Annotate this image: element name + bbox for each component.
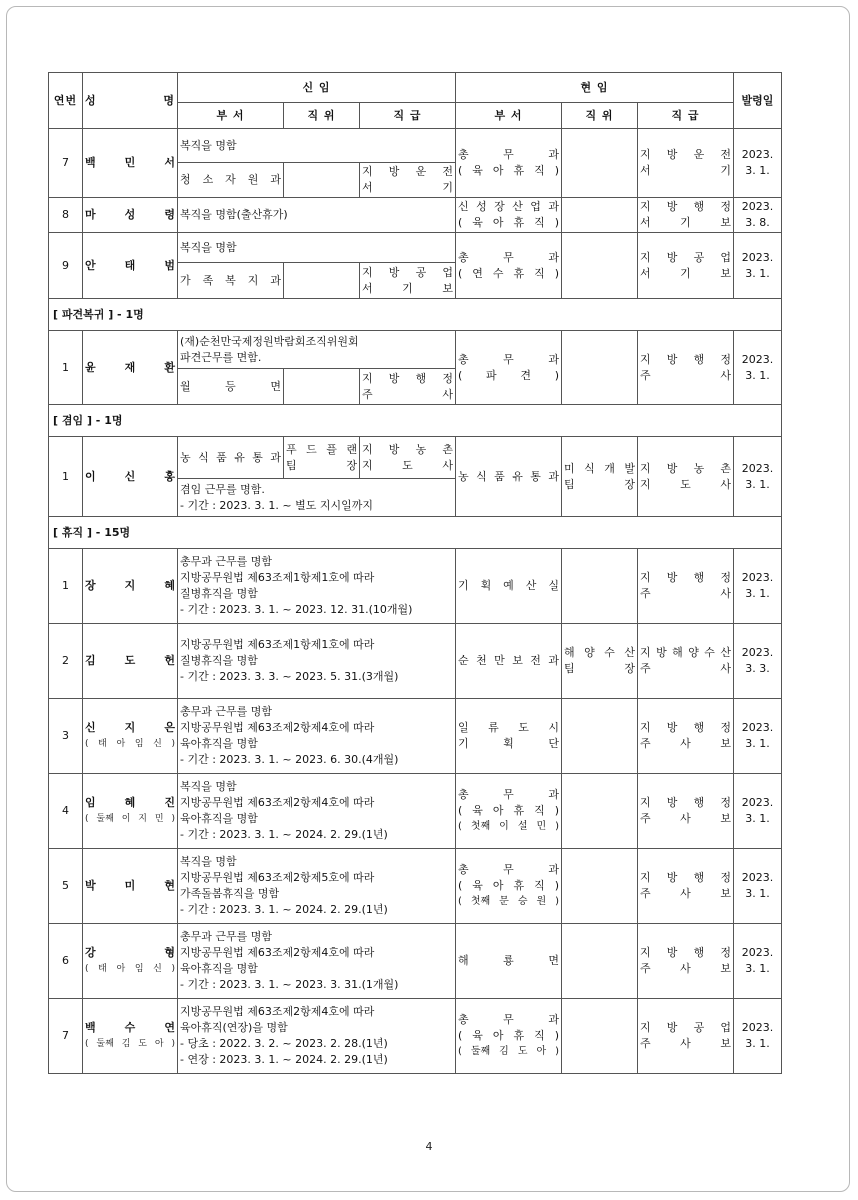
- issue-date: 2023. 3. 1.: [734, 849, 782, 924]
- col-new-grade: 직 급: [360, 103, 456, 129]
- row-no: 7: [49, 129, 83, 198]
- person-name: 박 미 현: [83, 849, 178, 924]
- new-note: 복직을 명함 지방공무원법 제63조제2항제4호에 따라 육아휴직을 명함 - 기간 : 2023. 3. 1. ~ 2024. 2. 29.(1년): [178, 774, 456, 849]
- row-no: 8: [49, 198, 83, 233]
- cur-dept: 총 무 과 ( 육 아 휴 직 ) ( 첫째 문 승 원 ): [456, 849, 562, 924]
- person-name: 이 신 홍: [83, 437, 178, 517]
- table-row: [49, 198, 782, 233]
- new-note: 지방공무원법 제63조제1항제1호에 따라 질병휴직을 명함 - 기간 : 2023. 3. 3. ~ 2023. 5. 31.(3개월): [178, 624, 456, 699]
- new-dept: 청 소 자 원 과: [178, 163, 284, 198]
- person-name: 임 혜 진 ( 둘째 이 지 민 ): [83, 774, 178, 849]
- person-name: 김 도 헌: [83, 624, 178, 699]
- col-new-dept: 부 서: [178, 103, 284, 129]
- issue-date: 2023. 3. 8.: [734, 198, 782, 233]
- new-dept: 월 등 면: [178, 369, 284, 405]
- row-no: 1: [49, 437, 83, 517]
- section-title: [ 파견복귀 ] - 1명: [49, 299, 782, 331]
- cur-grade: 지 방 행 정 주 사 보: [638, 774, 734, 849]
- new-note: 복직을 명함 지방공무원법 제63조제2항제5호에 따라 가족돌봄휴직을 명함 - 기간 : 2023. 3. 1. ~ 2024. 2. 29.(1년): [178, 849, 456, 924]
- issue-date: 2023. 3. 1.: [734, 129, 782, 198]
- cur-pos: [562, 233, 638, 299]
- cur-grade: 지 방 해 양 수 산 주 사: [638, 624, 734, 699]
- cur-pos: [562, 198, 638, 233]
- issue-date: 2023. 3. 1.: [734, 331, 782, 405]
- row-no: 5: [49, 849, 83, 924]
- person-name: 안 태 범: [83, 233, 178, 299]
- issue-date: 2023. 3. 1.: [734, 999, 782, 1074]
- new-note: 지방공무원법 제63조제2항제4호에 따라 육아휴직(연장)을 명함 - 당초 : 2022. 3. 2. ~ 2023. 2. 28.(1년) - 연장 : 2023. 3. 1. ~ 2024. 2. 29.(1년): [178, 999, 456, 1074]
- cur-dept: 일 류 도 시 기 획 단: [456, 699, 562, 774]
- cur-pos: [562, 699, 638, 774]
- table-row: [49, 233, 782, 263]
- cur-grade: 지 방 행 정 서 기 보: [638, 198, 734, 233]
- cur-pos: [562, 849, 638, 924]
- table-row: [49, 924, 782, 999]
- col-cur-grade: 직 급: [638, 103, 734, 129]
- cur-pos: [562, 129, 638, 198]
- cur-grade: 지 방 공 업 서 기 보: [638, 233, 734, 299]
- table-row: [49, 699, 782, 774]
- new-note: (재)순천만국제정원박람회조직위원회 파견근무를 면함.: [178, 331, 456, 369]
- new-grade: 지 방 농 촌 지 도 사: [360, 437, 456, 479]
- cur-pos: [562, 924, 638, 999]
- issue-date: 2023. 3. 1.: [734, 549, 782, 624]
- issue-date: 2023. 3. 1.: [734, 437, 782, 517]
- cur-dept: 신 성 장 산 업 과 ( 육 아 휴 직 ): [456, 198, 562, 233]
- cur-dept: 총 무 과 ( 파 견 ): [456, 331, 562, 405]
- cur-pos: 미 식 개 발 팀 장: [562, 437, 638, 517]
- row-no: 2: [49, 624, 83, 699]
- new-note: 겸임 근무를 명함. - 기간 : 2023. 3. 1. ~ 별도 지시일까지: [178, 479, 456, 517]
- page-number: 4: [425, 1140, 433, 1153]
- section-header: [49, 299, 782, 331]
- cur-dept: 농 식 품 유 통 과: [456, 437, 562, 517]
- section-title: [ 휴직 ] - 15명: [49, 517, 782, 549]
- table-row: [49, 849, 782, 924]
- cur-dept: 총 무 과 ( 육 아 휴 직 ): [456, 129, 562, 198]
- new-grade: 지 방 공 업 서 기 보: [360, 263, 456, 299]
- person-name: 강 형 ( 태 아 임 신 ): [83, 924, 178, 999]
- new-note: 총무과 근무를 명함 지방공무원법 제63조제2항제4호에 따라 육아휴직을 명함 - 기간 : 2023. 3. 1. ~ 2023. 6. 30.(4개월): [178, 699, 456, 774]
- col-new-pos: 직 위: [284, 103, 360, 129]
- cur-pos: [562, 331, 638, 405]
- row-no: 9: [49, 233, 83, 299]
- section-title: [ 겸임 ] - 1명: [49, 405, 782, 437]
- person-name: 마 성 령: [83, 198, 178, 233]
- row-no: 7: [49, 999, 83, 1074]
- person-name: 윤 재 환: [83, 331, 178, 405]
- col-new: 신 임: [178, 73, 456, 103]
- row-no: 4: [49, 774, 83, 849]
- cur-dept: 해 룡 면: [456, 924, 562, 999]
- issue-date: 2023. 3. 1.: [734, 924, 782, 999]
- cur-grade: 지 방 행 정 주 사: [638, 549, 734, 624]
- person-name: 신 지 은 ( 태 아 임 신 ): [83, 699, 178, 774]
- row-no: 1: [49, 549, 83, 624]
- table-row: [49, 549, 782, 624]
- col-cur-pos: 직 위: [562, 103, 638, 129]
- issue-date: 2023. 3. 1.: [734, 233, 782, 299]
- cur-grade: 지 방 공 업 주 사 보: [638, 999, 734, 1074]
- personnel-table: [48, 72, 782, 1074]
- table-row: [49, 624, 782, 699]
- header-row: [49, 73, 782, 103]
- person-name: 백 수 연 ( 둘째 김 도 아 ): [83, 999, 178, 1074]
- section-header: [49, 405, 782, 437]
- table-row: [49, 999, 782, 1074]
- new-dept: 농 식 품 유 통 과: [178, 437, 284, 479]
- new-note: 복직을 명함: [178, 233, 456, 263]
- row-no: 1: [49, 331, 83, 405]
- cur-dept: 총 무 과 ( 육 아 휴 직 ) ( 둘째 김 도 아 ): [456, 999, 562, 1074]
- cur-dept: 총 무 과 ( 연 수 휴 직 ): [456, 233, 562, 299]
- cur-grade: 지 방 행 정 주 사 보: [638, 699, 734, 774]
- table-row: [49, 331, 782, 369]
- col-current: 현 임: [456, 73, 734, 103]
- issue-date: 2023. 3. 1.: [734, 699, 782, 774]
- new-pos: [284, 369, 360, 405]
- cur-pos: [562, 774, 638, 849]
- new-grade: 지 방 운 전 서 기: [360, 163, 456, 198]
- cur-grade: 지 방 행 정 주 사 보: [638, 924, 734, 999]
- col-no: 연번: [49, 73, 83, 129]
- col-date: 발령일: [734, 73, 782, 129]
- cur-dept: 순 천 만 보 전 과: [456, 624, 562, 699]
- new-note: 복직을 명함: [178, 129, 456, 163]
- cur-grade: 지 방 농 촌 지 도 사: [638, 437, 734, 517]
- col-name: 성 명: [83, 73, 178, 129]
- new-pos: [284, 163, 360, 198]
- cur-dept: 기 획 예 산 실: [456, 549, 562, 624]
- cur-grade: 지 방 행 정 주 사 보: [638, 849, 734, 924]
- new-grade: 지 방 행 정 주 사: [360, 369, 456, 405]
- new-note: 총무과 근무를 명함 지방공무원법 제63조제1항제1호에 따라 질병휴직을 명함 - 기간 : 2023. 3. 1. ~ 2023. 12. 31.(10개월): [178, 549, 456, 624]
- new-dept: 가 족 복 지 과: [178, 263, 284, 299]
- person-name: 백 민 서: [83, 129, 178, 198]
- cur-pos: [562, 549, 638, 624]
- cur-pos: [562, 999, 638, 1074]
- cur-pos: 해 양 수 산 팀 장: [562, 624, 638, 699]
- new-pos: 푸 드 플 랜 팀 장: [284, 437, 360, 479]
- cur-grade: 지 방 운 전 서 기: [638, 129, 734, 198]
- new-note: 복직을 명함(출산휴가): [178, 198, 456, 233]
- person-name: 장 지 혜: [83, 549, 178, 624]
- cur-dept: 총 무 과 ( 육 아 휴 직 ) ( 첫째 이 설 민 ): [456, 774, 562, 849]
- section-header: [49, 517, 782, 549]
- table-row: [49, 437, 782, 479]
- issue-date: 2023. 3. 1.: [734, 774, 782, 849]
- new-note: 총무과 근무를 명함 지방공무원법 제63조제2항제4호에 따라 육아휴직을 명함 - 기간 : 2023. 3. 1. ~ 2023. 3. 31.(1개월): [178, 924, 456, 999]
- row-no: 3: [49, 699, 83, 774]
- row-no: 6: [49, 924, 83, 999]
- table-row: [49, 129, 782, 163]
- new-pos: [284, 263, 360, 299]
- cur-grade: 지 방 행 정 주 사: [638, 331, 734, 405]
- col-cur-dept: 부 서: [456, 103, 562, 129]
- issue-date: 2023. 3. 3.: [734, 624, 782, 699]
- table-row: [49, 774, 782, 849]
